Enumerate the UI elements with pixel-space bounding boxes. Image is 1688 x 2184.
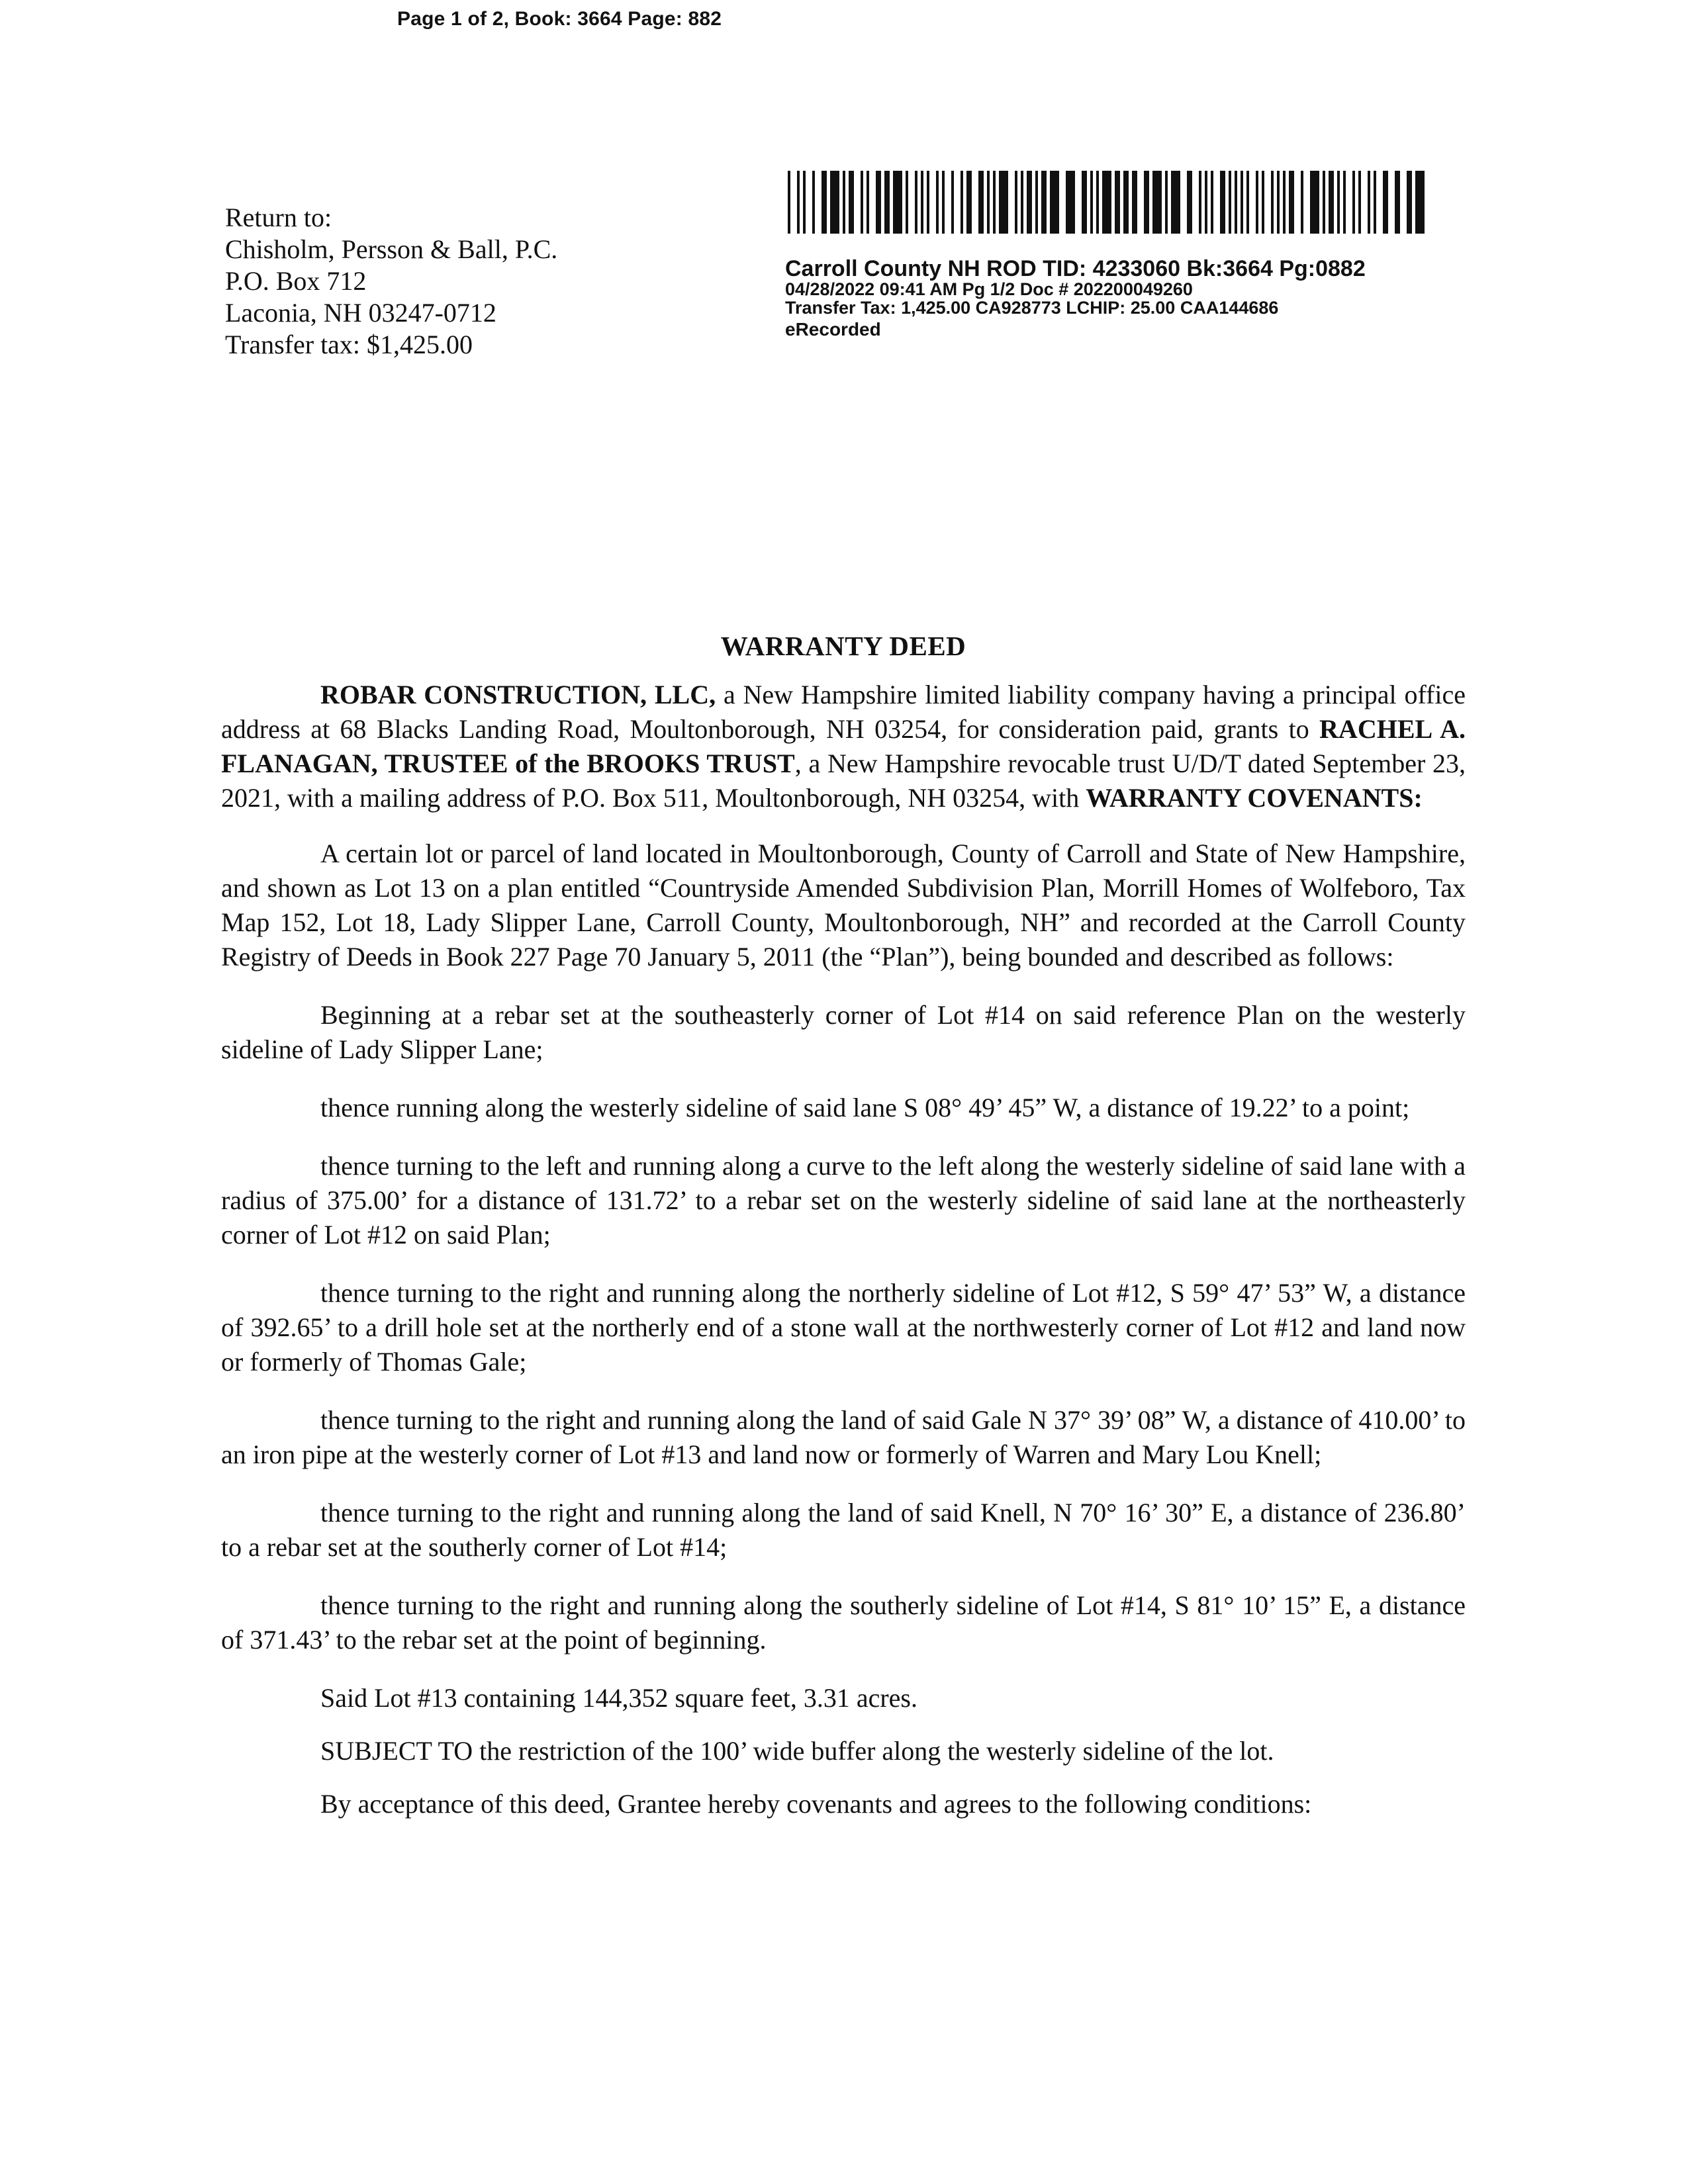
barcode-bar — [999, 171, 1008, 234]
barcode-bar — [1171, 171, 1180, 234]
barcode-bar — [906, 171, 908, 234]
barcode-bar — [1102, 171, 1111, 234]
grant-text-2: , a New Hampshire revocable trust U/D/T dated September 23, 2021, with a mailing address of P.O. Box 511, Moultonborough, NH 03254, with — [221, 749, 1466, 813]
grantor-name: ROBAR CONSTRUCTION, LLC, — [320, 680, 716, 709]
barcode-bar — [1283, 171, 1286, 234]
page-header: Page 1 of 2, Book: 3664 Page: 882 — [397, 8, 722, 30]
barcode-bar — [884, 171, 890, 234]
boundary-course-4: thence turning to the right and running along the land of said Gale N 37° 39’ 08” W, a distance of 410.00’ to an iron pipe at the westerly corner of Lot #13 and land now or formerly of Warren and Mary Lou Knell; — [221, 1405, 1466, 1469]
barcode-bar — [1152, 171, 1162, 234]
barcode-bar — [1096, 171, 1099, 234]
boundary-beginning: Beginning at a rebar set at the southeasterly corner of Lot #14 on said reference Plan on the westerly sideline of Lady Slipper Lane; — [221, 1000, 1466, 1064]
barcode-bar — [843, 171, 845, 234]
barcode-bar — [942, 171, 945, 234]
barcode-bar — [1415, 171, 1425, 234]
barcode-bar — [1235, 171, 1237, 234]
barcode-bar — [1015, 171, 1017, 234]
barcode-bar — [966, 171, 972, 234]
barcode-bar — [1343, 171, 1346, 234]
barcode-bar — [961, 171, 963, 234]
barcode-bar — [812, 171, 815, 234]
barcode-bar — [861, 171, 863, 234]
barcode-bar — [1262, 171, 1264, 234]
barcode-bar — [1220, 171, 1225, 234]
barcode-bar — [936, 171, 939, 234]
barcode-bar — [797, 171, 800, 234]
barcode-bar — [1090, 171, 1093, 234]
barcode-bar — [1289, 171, 1294, 234]
return-line: P.O. Box 712 — [225, 266, 367, 296]
grant-text-1: a New Hampshire limited liability company having a principal office address at 68 Blacks Landing Road, Moultonborough, NH 03254, for consideration paid, grants to — [221, 680, 1466, 744]
barcode-bar — [1271, 171, 1274, 234]
warranty-covenants: WARRANTY COVENANTS: — [1086, 783, 1423, 813]
barcode-bar — [1082, 171, 1087, 234]
barcode-bar — [821, 171, 827, 234]
barcode-bar — [1310, 171, 1319, 234]
barcode-bar — [987, 171, 990, 234]
barcode-bar — [1352, 171, 1355, 234]
barcode-bar — [867, 171, 869, 234]
barcode-bar — [1374, 171, 1376, 234]
grant-paragraph — [221, 678, 1466, 815]
barcode-bar — [830, 171, 839, 234]
return-line: Return to: — [225, 203, 332, 232]
barcode-bar — [876, 171, 881, 234]
boundary-course-3: thence turning to the right and running along the northerly sideline of Lot #12, S 59° 47’ 53” W, a distance of 392.65’ to a drill hole set at the northerly end of a stone wall at the northwesterly corner of Lot #12 and land now or formerly of Thomas Gale; — [221, 1278, 1466, 1377]
barcode-bar — [1066, 171, 1075, 234]
barcode-bar — [1407, 171, 1412, 234]
return-line: Transfer tax: $1,425.00 — [225, 330, 473, 359]
parcel-description: A certain lot or parcel of land located in Moultonborough, County of Carroll and State of New Hampshire, and shown as Lot 13 on a plan entitled “Countryside Amended Subdivision Plan, Morrill Homes of Wolfeboro, Tax Map 152, Lot 18, Lady Slipper Lane, Carroll County, Moultonborough, NH” and recorded at the Carroll County Registry of Deeds in Book 227 Page 70 January 5, 2011 (the “Plan”), being bounded and described as follows: — [221, 839, 1466, 972]
barcode-bar — [978, 171, 984, 234]
barcode-bar — [1246, 171, 1249, 234]
recording-line-4: eRecorded — [785, 319, 881, 340]
barcode-bar — [1323, 171, 1325, 234]
boundary-course-6: thence turning to the right and running along the southerly sideline of Lot #14, S 81° 10’ 15” E, a distance of 371.43’ to the rebar set at the point of beginning. — [221, 1590, 1466, 1655]
buffer-restriction: SUBJECT TO the restriction of the 100’ wide buffer along the westerly sideline of the lot. — [320, 1736, 1274, 1766]
barcode-bar — [1187, 171, 1192, 234]
recording-line-2: 04/28/2022 09:41 AM Pg 1/2 Doc # 202200049260 — [785, 279, 1193, 299]
recording-line-3: Transfer Tax: 1,425.00 CA928773 LCHIP: 25.00 CAA144686 — [785, 298, 1279, 318]
recording-line-1: Carroll County NH ROD TID: 4233060 Bk:3664 Pg:0882 — [785, 256, 1366, 281]
barcode-bar — [1132, 171, 1137, 234]
boundary-course-2: thence turning to the left and running along a curve to the left along the westerly sideline of said lane with a radius of 375.00’ for a distance of 131.72’ to a rebar set on the westerly sideline of said lane at the northeasterly corner of Lot #12 on said Plan; — [221, 1151, 1466, 1250]
barcode-bar — [1211, 171, 1213, 234]
barcode-bar — [1383, 171, 1388, 234]
return-address-block — [225, 202, 557, 361]
barcode-bar — [849, 171, 854, 234]
barcode-bar — [915, 171, 917, 234]
barcode-bar — [803, 171, 806, 234]
boundary-course-1: thence running along the westerly sideline of said lane S 08° 49’ 45” W, a distance of 19.22’ to a point; — [320, 1093, 1410, 1122]
barcode-bar — [1021, 171, 1023, 234]
barcode-bar — [1337, 171, 1340, 234]
barcode-bar — [951, 171, 954, 234]
barcode-bar — [1277, 171, 1280, 234]
barcode-bar — [1027, 171, 1032, 234]
barcode-bar — [993, 171, 996, 234]
barcode — [788, 171, 1430, 234]
barcode-bar — [1144, 171, 1149, 234]
barcode-bar — [1041, 171, 1047, 234]
document-title: WARRANTY DEED — [720, 631, 966, 661]
barcode-bar — [1165, 171, 1168, 234]
barcode-bar — [1256, 171, 1258, 234]
boundary-course-5: thence turning to the right and running along the land of said Knell, N 70° 16’ 30” E, a distance of 236.80’ to a rebar set at the southerly corner of Lot #14; — [221, 1498, 1466, 1562]
barcode-bar — [1123, 171, 1129, 234]
barcode-bar — [1395, 171, 1400, 234]
barcode-bar — [1115, 171, 1120, 234]
barcode-bar — [1329, 171, 1334, 234]
barcode-bar — [1368, 171, 1370, 234]
barcode-bar — [1205, 171, 1207, 234]
barcode-bar — [788, 171, 790, 234]
return-line: Laconia, NH 03247-0712 — [225, 298, 496, 328]
return-line: Chisholm, Persson & Ball, P.C. — [225, 234, 558, 264]
barcode-bar — [1199, 171, 1201, 234]
barcode-bar — [1229, 171, 1231, 234]
grantee-name: RACHEL A. FLANAGAN, TRUSTEE of the BROOKS TRUST — [221, 714, 1466, 778]
barcode-bar — [921, 171, 923, 234]
barcode-bar — [927, 171, 929, 234]
conditions-intro: By acceptance of this deed, Grantee hereby covenants and agrees to the following conditions: — [320, 1789, 1312, 1819]
barcode-bar — [1241, 171, 1243, 234]
barcode-bar — [1050, 171, 1059, 234]
deed-body — [221, 629, 1466, 1840]
lot-area: Said Lot #13 containing 144,352 square feet, 3.31 acres. — [320, 1683, 917, 1713]
recording-stamp — [785, 257, 1366, 341]
barcode-bar — [1301, 171, 1303, 234]
barcode-bar — [893, 171, 902, 234]
barcode-bar — [1358, 171, 1361, 234]
barcode-bar — [1035, 171, 1038, 234]
